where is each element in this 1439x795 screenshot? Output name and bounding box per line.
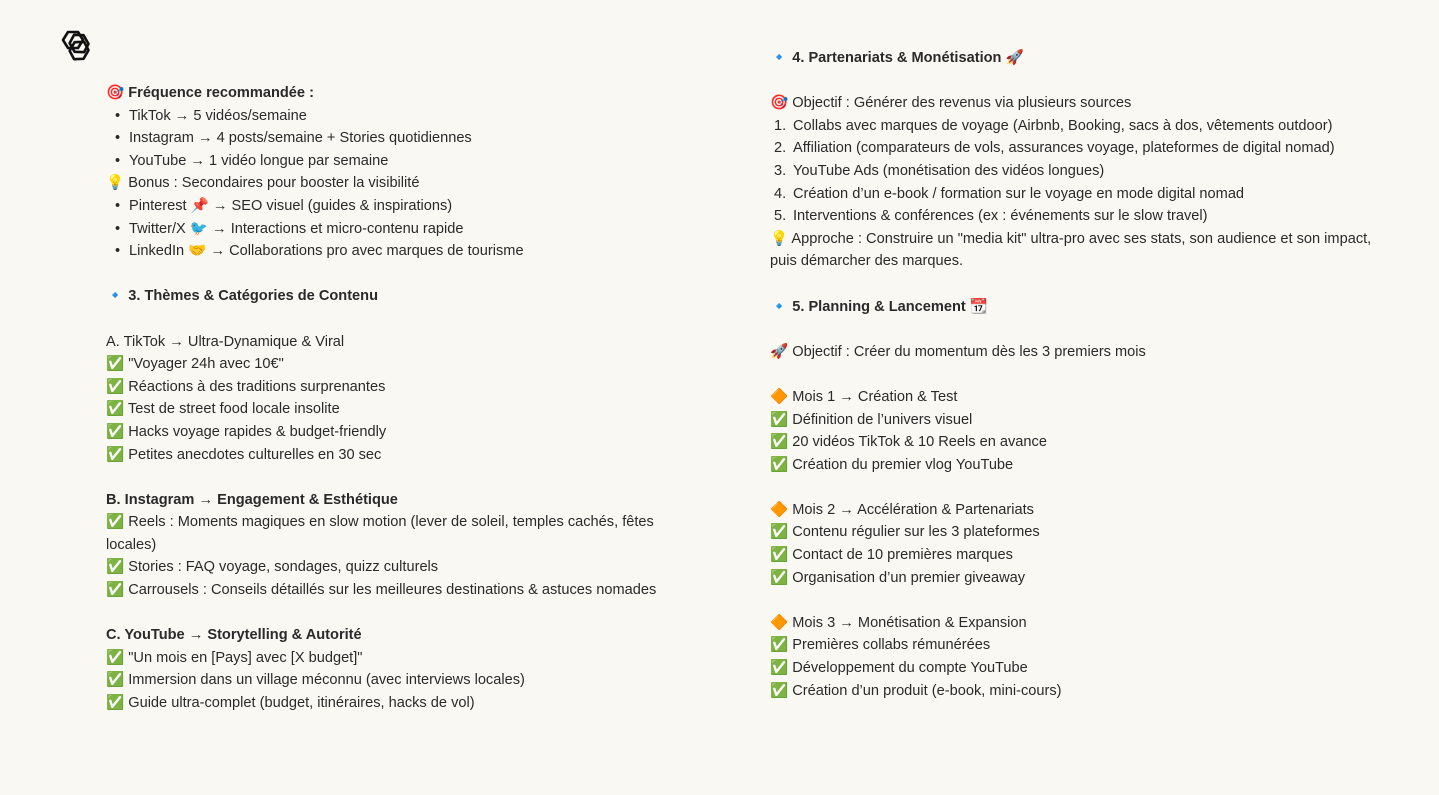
left-column xyxy=(106,82,686,715)
chatgpt-logo-icon xyxy=(53,27,93,67)
tiktok-subheading: A. TikTok → Ultra-Dynamique & Viral xyxy=(106,333,345,350)
list-item: ✅ Définition de l’univers visuel xyxy=(770,411,973,428)
list-item: • TikTok → 5 vidéos/semaine xyxy=(106,105,686,128)
frequency-heading: 🎯 Fréquence recommandée : xyxy=(106,85,314,101)
numbered-item-text: Interventions & conférences (ex : événements sur le slow travel) xyxy=(793,208,1208,225)
month-1-heading: 🔶 Mois 1 → Création & Test xyxy=(770,388,958,405)
bonus-line: 💡 Bonus : Secondaires pour booster la visibilité xyxy=(106,175,420,192)
numbered-item-text: YouTube Ads (monétisation des vidéos longues) xyxy=(793,162,1105,179)
objective-5: 🚀 Objectif : Créer du momentum dès les 3 premiers mois xyxy=(770,343,1146,360)
right-column xyxy=(770,47,1390,702)
list-item: ✅ 20 vidéos TikTok & 10 Reels en avance xyxy=(770,434,1047,451)
section-4-heading: 🔹 4. Partenariats & Monétisation 🚀 xyxy=(770,50,1024,66)
list-item: ✅ Stories : FAQ voyage, sondages, quizz culturels xyxy=(106,559,439,576)
list-item: • Pinterest 📌 → SEO visuel (guides & inspirations) xyxy=(106,195,686,218)
list-item: • LinkedIn 🤝 → Collaborations pro avec marques de tourisme xyxy=(106,240,686,263)
numbered-item: 5. Interventions & conférences (ex : événements sur le slow travel) xyxy=(774,208,1208,225)
youtube-subheading: C. YouTube → Storytelling & Autorité xyxy=(106,627,362,644)
list-item: ✅ Hacks voyage rapides & budget-friendly xyxy=(106,423,387,440)
numbered-item: 2. Affiliation (comparateurs de vols, assurances voyage, plateformes de digital nomad) xyxy=(774,140,1335,157)
list-item: ✅ Premières collabs rémunérées xyxy=(770,637,991,654)
list-item: ✅ Contenu régulier sur les 3 plateformes xyxy=(770,524,1040,541)
list-item: ✅ Reels : Moments magiques en slow motion (lever de soleil, temples cachés, fêtes locales) xyxy=(106,514,658,553)
instagram-subheading: B. Instagram → Engagement & Esthétique xyxy=(106,491,398,508)
list-item: ✅ Immersion dans un village méconnu (avec interviews locales) xyxy=(106,672,525,689)
objective-4: 🎯 Objectif : Générer des revenus via plusieurs sources xyxy=(770,95,1132,112)
list-item: • Instagram → 4 posts/semaine + Stories quotidiennes xyxy=(106,127,686,150)
list-item: ✅ Réactions à des traditions surprenantes xyxy=(106,378,386,395)
numbered-item: 1. Collabs avec marques de voyage (Airbnb, Booking, sacs à dos, vêtements outdoor) xyxy=(774,117,1333,134)
numbered-item-text: Affiliation (comparateurs de vols, assurances voyage, plateformes de digital nomad) xyxy=(793,140,1335,157)
approach-line: 💡 Approche : Construire un "media kit" ultra-pro avec ses stats, son audience et son impact, puis démarcher des marques. xyxy=(770,230,1376,270)
numbered-item: 3. YouTube Ads (monétisation des vidéos longues) xyxy=(774,162,1105,179)
list-item: ✅ Test de street food locale insolite xyxy=(106,401,340,418)
numbered-item-text: Création d’un e-book / formation sur le voyage en mode digital nomad xyxy=(793,185,1245,202)
list-item: • YouTube → 1 vidéo longue par semaine xyxy=(106,150,686,173)
list-item: • Twitter/X 🐦 → Interactions et micro-contenu rapide xyxy=(106,218,686,241)
section-5-heading: 🔹 5. Planning & Lancement 📆 xyxy=(770,298,988,315)
month-2-heading: 🔶 Mois 2 → Accélération & Partenariats xyxy=(770,501,1034,518)
list-item: ✅ Création d’un produit (e-book, mini-cours) xyxy=(770,682,1062,699)
list-item: ✅ Création du premier vlog YouTube xyxy=(770,456,1014,473)
list-item: ✅ "Voyager 24h avec 10€" xyxy=(106,356,284,373)
list-item: ✅ "Un mois en [Pays] avec [X budget]" xyxy=(106,649,363,666)
numbered-item-text: Collabs avec marques de voyage (Airbnb, Booking, sacs à dos, vêtements outdoor) xyxy=(793,117,1333,134)
numbered-item: 4. Création d’un e-book / formation sur le voyage en mode digital nomad xyxy=(774,185,1245,202)
list-item: ✅ Contact de 10 premières marques xyxy=(770,547,1013,564)
section-3-heading: 🔹 3. Thèmes & Catégories de Contenu xyxy=(106,288,378,305)
list-item: ✅ Développement du compte YouTube xyxy=(770,660,1028,677)
list-item: ✅ Petites anecdotes culturelles en 30 sec xyxy=(106,446,382,463)
list-item: ✅ Organisation d’un premier giveaway xyxy=(770,569,1026,586)
list-item: ✅ Carrousels : Conseils détaillés sur les meilleures destinations & astuces nomades xyxy=(106,582,657,599)
list-item: ✅ Guide ultra-complet (budget, itinéraires, hacks de vol) xyxy=(106,695,475,712)
month-3-heading: 🔶 Mois 3 → Monétisation & Expansion xyxy=(770,614,1027,631)
